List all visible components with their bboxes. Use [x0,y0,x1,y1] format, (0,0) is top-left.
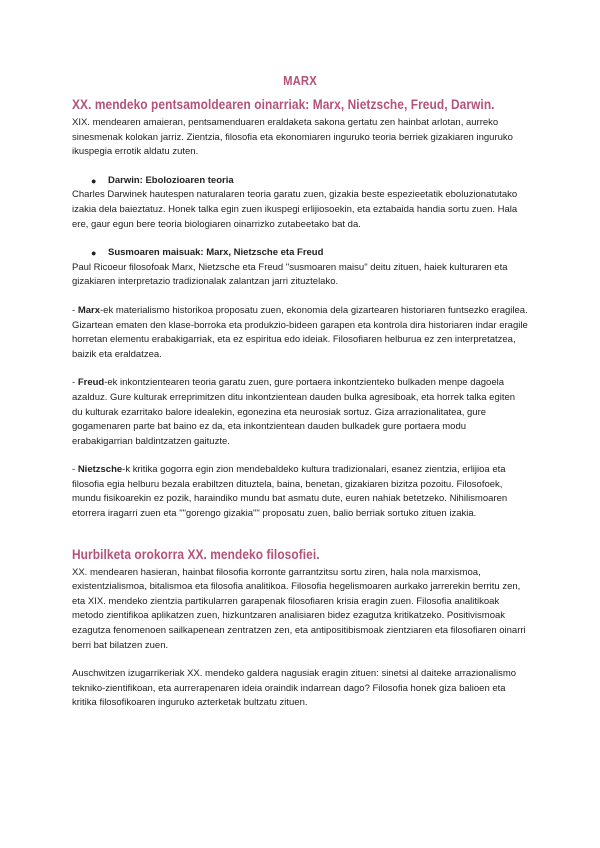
bullet-darwin [72,174,528,189]
overview-paragraph: XX. mendearen hasieran, hainbat filosofia korronte garrantzitsu sortu ziren, hala nola marxismoa, existentzialismoa, bitalismoa eta filosofia analitikoa. Filosofia hegelismoaren aurkako jarrerekin berritu zen, eta XIX. mendeko zientzia partikularren garapenak filosofiaren krisia eragin zuen. Filosofia analitikoak metodo zientifikoa aplikatzen zuen, hizkuntzaren analisiaren bidez ezagutza kritikatzeko. Positivismoak ezagutza fenomenoen sailkapenean zentratzen zen, eta antipositibismoak zientziaren eta filosofiaren oinarri berri bat bilatzen zuen. [72,566,526,651]
section-heading-overview: Hurbilketa orokorra XX. mendeko filosofiei. [72,545,320,562]
section-heading-foundations: XX. mendeko pentsamoldearen oinarriak: Marx, Nietzsche, Freud, Darwin. [72,96,495,112]
document-title: MARX [283,74,317,88]
bullet-dot-icon: ● [91,175,97,186]
nietzsche-name: Nietzsche [77,464,123,476]
freud-paragraph [72,376,528,449]
marx-prefix: - [72,304,78,316]
marx-name: Marx [77,304,100,316]
bullet-dot-icon: ● [91,248,97,259]
freud-name: Freud [77,377,105,389]
nietzsche-text: -k kritika gogorra egin zion mendebaldeko kultura tradizionalari, esanez zientzia, erlijioa eta filosofia egia helburu bezala erabiltzen dituztela, baina, benetan, gizakiaren bizitza pozoitu. Filosofoek, mundu fisikoarekin ez pozik, haraindiko mundu bat asmatu dute, euren nahiak betetzeko. Nihilismoaren etorrera iragarri zuen eta ""gorengo gizakia"" proposatu zuen, balio berriak sortuko zituen izakia. [72,464,508,520]
nietzsche-prefix: - [72,464,78,476]
bullet-darwin-label: Darwin: Ebolozioaren teoria [108,174,234,186]
intro-paragraph: XIX. mendearen amaieran, pentsamenduaren eraldaketa sakona gertatu zen hainbat arlotan, aurreko sinesmenak kolokan jarriz. Zientzia, filosofia eta ekonomiaren inguruko teoria berriek gizakiaren inguruko ikuspegia errotik aldatu zuten. [72,117,513,158]
marx-paragraph [72,304,528,362]
freud-prefix: - [72,377,78,389]
ricoeur-paragraph: Paul Ricoeur filosofoak Marx, Nietzsche eta Freud "susmoaren maisu" deitu zituen, haiek kulturaren eta gizakiaren interpretazio tradizionalak zalantzan jarri zituztelako. [72,261,508,288]
auschwitz-paragraph: Auschwitzen izugarrikeriak XX. mendeko galdera nagusiak eragin zituen: sinetsi al daiteke arrazionalismo tekniko-zientifikoan, eta aurrerapenaren ideia oraindik indarrean dago? Filosofia honek giza balioen eta kritika filosofikoaren inguruko azterketak bultzatu zituen. [72,668,517,709]
nietzsche-paragraph [72,463,528,521]
bullet-masters-of-suspicion [72,246,528,261]
darwin-paragraph: Charles Darwinek hautespen naturalaren teoria garatu zuen, gizakia beste espezieetatik eboluzionatutako izakia dela baieztatuz. Honek talka egin zuen ikuspegi erlijiosoekin, eta eztabaida handia sortu zuen. Hala ere, gaur egun bere teoria biologiaren oinarrizko zutabeetako bat da. [72,189,518,230]
bullet-masters-label: Susmoaren maisuak: Marx, Nietzsche eta Freud [108,247,324,259]
freud-text: -ek inkontzientearen teoria garatu zuen, gure portaera inkontzienteko bulkaden menpe dagoela azalduz. Gure kulturak erreprimitzen ditu inkontzientean dauden bulka agresiboak, eta horrek talka egiten du kulturak ezarritako balore idealekin, egonezina eta neurosiak sortuz. Giza arrazionalitatea, gure gogamenaren parte bat baino ez da, eta inkontzientean dauden bulkadek gure portaera modu erabakigarrian baldintzatzen gaituzte. [72,377,516,447]
marx-text: -ek materialismo historikoa proposatu zuen, ekonomia dela gizartearen historiaren funtsezko eragilea. Gizartean ematen den klase-borroka eta produkzio-bideen garapen eta kontrola dira historiaren indar eragile horretan elementu erabakigarriak, eta ez espiritua edo ideiak. Filosofiaren helburua ez zen interpretatzea, baizik eta eraldatzea. [72,304,528,360]
